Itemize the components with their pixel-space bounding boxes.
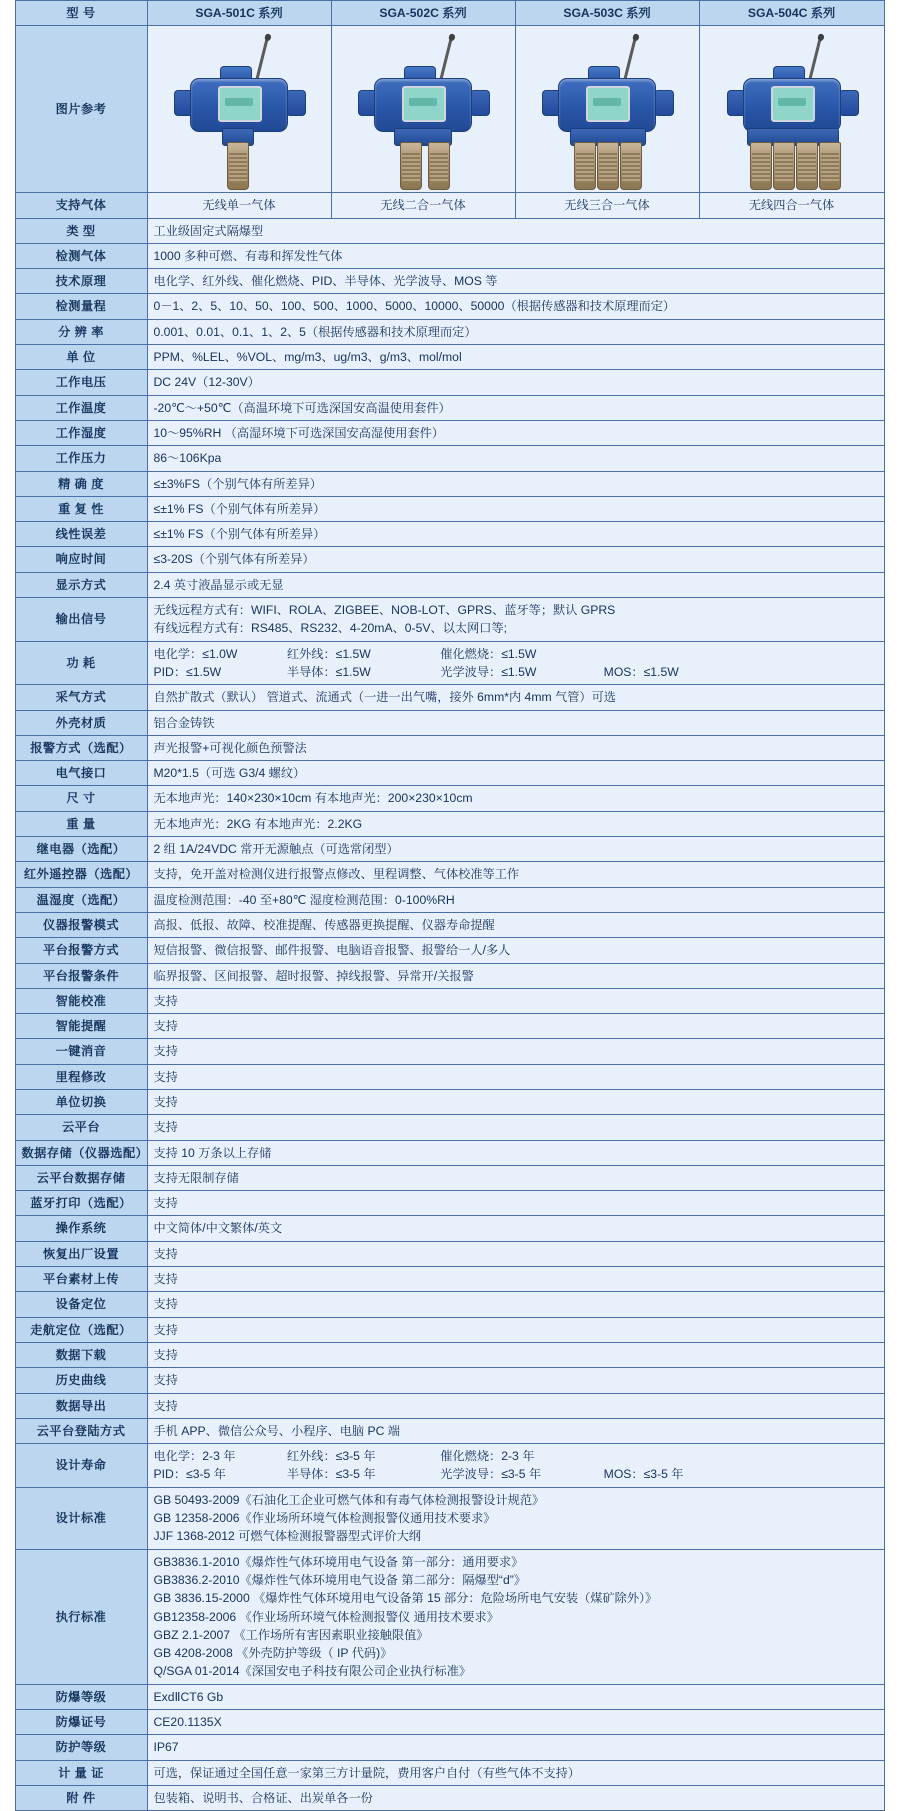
table-row [15,269,884,294]
row-value: 支持 [147,1089,884,1114]
table-row [15,1418,884,1443]
row-value: 中文简体/中文繁体/英文 [147,1216,884,1241]
power-electrochemical: 电化学：≤1.0W [153,646,238,661]
row-value-output-signal [147,598,884,642]
row-value: -20℃～+50℃（高温环境下可选深国安高温使用套件） [147,395,884,420]
power-infrared: 红外线：≤1.5W [286,646,371,661]
row-value: M20*1.5（可选 G3/4 螺纹） [147,761,884,786]
row-label: 单位切换 [15,1089,147,1114]
sensor-probe-2 [428,142,450,190]
product-image-1 [147,26,331,193]
row-value: 短信报警、微信报警、邮件报警、电脑语音报警、报警给一人/多人 [147,938,884,963]
row-label: 报警方式（选配） [15,735,147,760]
table-row [15,1760,884,1785]
row-value: 包装箱、说明书、合格证、出炭单各一份 [147,1785,884,1810]
table-row [15,912,884,937]
device-screen [218,86,262,122]
size-with-alarm: 有本地声光：200×230×10cm [314,791,473,806]
mount-ear-right [654,90,674,116]
table-row [15,547,884,572]
size-without-alarm: 无本地声光：140×230×10cm [153,791,312,806]
table-row [15,345,884,370]
table-row-power [15,641,884,685]
device-illustration-dual [348,32,498,188]
row-label: 操作系统 [15,1216,147,1241]
table-row [15,837,884,862]
model-header-3: SGA-503C 系列 [515,1,699,26]
row-value: ExdⅡCT6 Gb [147,1684,884,1709]
exec-standard-line: GB3836.2-2010《爆炸性气体环境用电气设备 第二部分：隔爆型“d”》 [153,1572,526,1587]
row-label: 平台素材上传 [15,1267,147,1292]
row-value: 高报、低报、故障、校准提醒、传感器更换提醒、仪器寿命提醒 [147,912,884,937]
row-value: 支持 [147,1267,884,1292]
weight-without-alarm: 无本地声光：2KG [153,816,252,831]
row-label: 仪器报警模式 [15,912,147,937]
row-value: 支持无限制存储 [147,1165,884,1190]
sensor-probe-1 [750,142,772,190]
row-value: 支持 [147,1191,884,1216]
row-value-exec-standard [147,1549,884,1684]
model-header-2: SGA-502C 系列 [331,1,515,26]
row-label: 数据导出 [15,1393,147,1418]
row-value: IP67 [147,1735,884,1760]
table-row [15,1292,884,1317]
model-header-4: SGA-504C 系列 [699,1,884,26]
table-row [15,1317,884,1342]
row-value: 支持 [147,1115,884,1140]
antenna-icon [807,39,821,84]
table-row [15,572,884,597]
row-label: 走航定位（选配） [15,1317,147,1342]
table-row [15,1140,884,1165]
specification-table [15,0,885,1811]
table-row [15,1710,884,1735]
design-standard-line: GB 50493-2009《石油化工企业可燃气体和有毒气体检测报警设计规范》 [153,1492,545,1507]
row-label: 工作压力 [15,446,147,471]
row-value: DC 24V（12-30V） [147,370,884,395]
row-label-model: 型 号 [15,1,147,26]
row-value: 支持 [147,1368,884,1393]
row-value: 支持 [147,1241,884,1266]
sensor-probe-2 [773,142,795,190]
exec-standard-line: GB 4208-2008 《外壳防护等级（ IP 代码)》 [153,1646,393,1661]
weight-with-alarm: 有本地声光：2.2KG [254,816,363,831]
row-label: 继电器（选配） [15,837,147,862]
row-label: 设备定位 [15,1292,147,1317]
table-row-model [15,1,884,26]
table-row-size [15,786,884,811]
row-label: 响应时间 [15,547,147,572]
row-value-design-standard [147,1487,884,1549]
power-line-2 [154,663,679,681]
output-wired-line: 有线远程方式有：RS485、RS232、4-20mA、0-5V、以太网口等; [153,621,508,636]
table-row [15,887,884,912]
row-label: 温湿度（选配） [15,887,147,912]
row-value: 支持 10 万条以上存储 [147,1140,884,1165]
table-row [15,1785,884,1810]
row-label: 工作湿度 [15,420,147,445]
product-image-2 [331,26,515,193]
row-value: 支持 [147,1342,884,1367]
exec-standard-line: GB 3836.15-2000 《爆炸性气体环境用电气设备第 15 部分：危险场所电气安装（煤矿除外）》 [153,1591,658,1606]
row-label: 恢复出厂设置 [15,1241,147,1266]
row-value: 0.001、0.01、0.1、1、2、5（根据传感器和技术原理而定） [147,319,884,344]
life-semiconductor: 半导体：≤3-5 年 [286,1467,376,1482]
sensor-probe-1 [400,142,422,190]
sensor-probe-2 [597,142,619,190]
row-label: 智能校准 [15,988,147,1013]
table-row [15,761,884,786]
row-value: 支持 [147,1393,884,1418]
mount-ear-right [470,90,490,116]
power-catalytic: 催化燃烧：≤1.5W [440,646,537,661]
power-optical: 光学波导：≤1.5W [440,664,537,679]
row-value-design-life [147,1444,884,1488]
table-row [15,1039,884,1064]
table-row [15,710,884,735]
power-semiconductor: 半导体：≤1.5W [286,664,371,679]
row-label-gas: 支持气体 [15,193,147,218]
row-label: 平台报警方式 [15,938,147,963]
gas-value-2: 无线二合一气体 [331,193,515,218]
row-label: 附 件 [15,1785,147,1810]
table-row [15,1684,884,1709]
life-electrochemical: 电化学：2-3 年 [153,1449,236,1464]
row-label: 采气方式 [15,685,147,710]
power-mos: MOS：≤1.5W [603,664,679,679]
table-row [15,420,884,445]
row-value: 2.4 英寸液晶显示或无显 [147,572,884,597]
row-label: 精 确 度 [15,471,147,496]
exec-standard-line: Q/SGA 01-2014《深国安电子科技有限公司企业执行标准》 [153,1664,472,1679]
mount-ear-right [286,90,306,116]
table-row-image [15,26,884,193]
table-row [15,1089,884,1114]
table-row [15,1267,884,1292]
table-row-design-standard [15,1487,884,1549]
row-value: 电化学、红外线、催化燃烧、PID、半导体、光学波导、MOS 等 [147,269,884,294]
row-label: 检测气体 [15,243,147,268]
row-label: 一键消音 [15,1039,147,1064]
row-value: 支持，免开盖对检测仪进行报警点修改、里程调整、气体校准等工作 [147,862,884,887]
row-value: 支持 [147,988,884,1013]
row-label: 防爆证号 [15,1710,147,1735]
row-value: 可选，保证通过全国任意一家第三方计量院，费用客户自付（有些气体不支持） [147,1760,884,1785]
table-row [15,395,884,420]
device-screen [586,86,630,122]
row-value: ≤3-20S（个别气体有所差异） [147,547,884,572]
product-image-4 [699,26,884,193]
row-value: 86～106Kpa [147,446,884,471]
row-value: ≤±3%FS（个别气体有所差异） [147,471,884,496]
table-row [15,1064,884,1089]
device-screen [771,86,815,122]
row-value: 0－1、2、5、10、50、100、500、1000、5000、10000、50000（根据传感器和技术原理而定） [147,294,884,319]
table-row [15,319,884,344]
table-row [15,1191,884,1216]
life-mos: MOS：≤3-5 年 [603,1467,684,1482]
design-standard-line: JJF 1368-2012 可燃气体检测报警器型式评价大纲 [153,1529,421,1544]
row-value: ≤±1% FS（个别气体有所差异） [147,522,884,547]
row-label: 显示方式 [15,572,147,597]
row-label: 云平台数据存储 [15,1165,147,1190]
table-row [15,1165,884,1190]
row-label: 计 量 证 [15,1760,147,1785]
table-row [15,938,884,963]
sensor-probe-1 [227,142,249,190]
row-label: 分 辨 率 [15,319,147,344]
row-label: 云平台登陆方式 [15,1418,147,1443]
row-label: 类 型 [15,218,147,243]
sensor-probe-1 [574,142,596,190]
row-label: 工作温度 [15,395,147,420]
row-label: 外壳材质 [15,710,147,735]
row-label: 检测量程 [15,294,147,319]
model-header-1: SGA-501C 系列 [147,1,331,26]
row-value: 铝合金铸铁 [147,710,884,735]
row-value: 支持 [147,1317,884,1342]
table-row [15,988,884,1013]
exec-standard-line: GB3836.1-2010《爆炸性气体环境用电气设备 第一部分：通用要求》 [153,1554,524,1569]
row-label: 数据下载 [15,1342,147,1367]
row-label: 技术原理 [15,269,147,294]
row-label-power: 功 耗 [15,641,147,685]
sensor-probe-3 [620,142,642,190]
table-row [15,1014,884,1039]
table-row [15,1241,884,1266]
table-row [15,522,884,547]
table-row [15,1393,884,1418]
row-label-design-life: 设计寿命 [15,1444,147,1488]
gas-value-4: 无线四合一气体 [699,193,884,218]
table-row [15,294,884,319]
row-value-power [147,641,884,685]
row-label: 里程修改 [15,1064,147,1089]
row-value: 2 组 1A/24VDC 常开无源触点（可选常闭型） [147,837,884,862]
table-row-output-signal [15,598,884,642]
row-label: 蓝牙打印（选配） [15,1191,147,1216]
row-label-output-signal: 输出信号 [15,598,147,642]
exec-standard-line: GBZ 2.1-2007 《工作场所有害因素职业接触限值》 [153,1627,429,1642]
gas-value-1: 无线单一气体 [147,193,331,218]
sensor-probe-4 [819,142,841,190]
antenna-icon [438,39,452,84]
row-label: 防爆等级 [15,1684,147,1709]
row-value-size [147,786,884,811]
row-label: 电气接口 [15,761,147,786]
row-label: 云平台 [15,1115,147,1140]
row-label: 工作电压 [15,370,147,395]
mount-ear-right [839,90,859,116]
table-row [15,496,884,521]
row-value: 自然扩散式（默认） 管道式、流通式（一进一出气嘴，接外 6mm*内 4mm 气管）可选 [147,685,884,710]
row-label: 数据存储（仪器选配） [15,1140,147,1165]
life-line-1 [154,1447,601,1465]
row-label: 防护等级 [15,1735,147,1760]
row-label-design-standard: 设计标准 [15,1487,147,1549]
row-value: CE20.1135X [147,1710,884,1735]
row-label: 单 位 [15,345,147,370]
gas-value-3: 无线三合一气体 [515,193,699,218]
row-label-image: 图片参考 [15,26,147,193]
life-infrared: 红外线：≤3-5 年 [286,1449,376,1464]
table-row [15,862,884,887]
life-catalytic: 催化燃烧：2-3 年 [440,1449,535,1464]
table-row [15,1368,884,1393]
table-row [15,218,884,243]
life-pid: PID：≤3-5 年 [153,1467,226,1482]
table-row-exec-standard [15,1549,884,1684]
antenna-icon [622,39,636,84]
power-pid: PID：≤1.5W [153,664,222,679]
row-value: 临界报警、区间报警、超时报警、掉线报警、异常开/关报警 [147,963,884,988]
table-row [15,1342,884,1367]
device-illustration-single [164,32,314,188]
row-value: 声光报警+可视化颜色预警法 [147,735,884,760]
row-value: 支持 [147,1064,884,1089]
row-label: 智能提醒 [15,1014,147,1039]
life-optical: 光学波导：≤3-5 年 [440,1467,542,1482]
table-row-gas [15,193,884,218]
device-screen [402,86,446,122]
row-value: 工业级固定式隔爆型 [147,218,884,243]
row-label: 线性误差 [15,522,147,547]
sensor-probe-3 [796,142,818,190]
row-label-size: 尺 寸 [15,786,147,811]
table-row-design-life [15,1444,884,1488]
row-label: 平台报警条件 [15,963,147,988]
antenna-icon [254,39,268,84]
table-row-weight [15,811,884,836]
device-illustration-quad [717,32,867,188]
table-row [15,1115,884,1140]
row-value: 手机 APP、微信公众号、小程序、电脑 PC 端 [147,1418,884,1443]
row-label-weight: 重 量 [15,811,147,836]
table-row [15,471,884,496]
table-row [15,735,884,760]
exec-standard-line: GB12358-2006 《作业场所环境气体检测报警仪 通用技术要求》 [153,1609,499,1624]
device-illustration-triple [532,32,682,188]
product-image-3 [515,26,699,193]
row-value-weight [147,811,884,836]
table-row [15,243,884,268]
table-row [15,963,884,988]
output-wireless-line: 无线远程方式有：WIFI、ROLA、ZIGBEE、NOB-LOT、GPRS、蓝牙等；默认 GPRS [153,603,616,618]
row-label: 历史曲线 [15,1368,147,1393]
power-line-1 [154,645,601,663]
table-row [15,1735,884,1760]
row-value: 温度检测范围：-40 至+80℃ 湿度检测范围：0-100%RH [147,887,884,912]
table-row [15,370,884,395]
row-value: 支持 [147,1014,884,1039]
design-standard-line: GB 12358-2006《作业场所环境气体检测报警仪通用技术要求》 [153,1511,496,1526]
row-label-exec-standard: 执行标准 [15,1549,147,1684]
table-row [15,446,884,471]
row-value: 支持 [147,1292,884,1317]
life-line-2 [154,1465,684,1483]
row-value: PPM、%LEL、%VOL、mg/m3、ug/m3、g/m3、mol/mol [147,345,884,370]
table-row [15,685,884,710]
row-label: 红外遥控器（选配） [15,862,147,887]
row-value: 10～95%RH （高湿环境下可选深国安高湿使用套件） [147,420,884,445]
table-row [15,1216,884,1241]
row-value: 1000 多种可燃、有毒和挥发性气体 [147,243,884,268]
row-label: 重 复 性 [15,496,147,521]
row-value: 支持 [147,1039,884,1064]
row-value: ≤±1% FS（个别气体有所差异） [147,496,884,521]
